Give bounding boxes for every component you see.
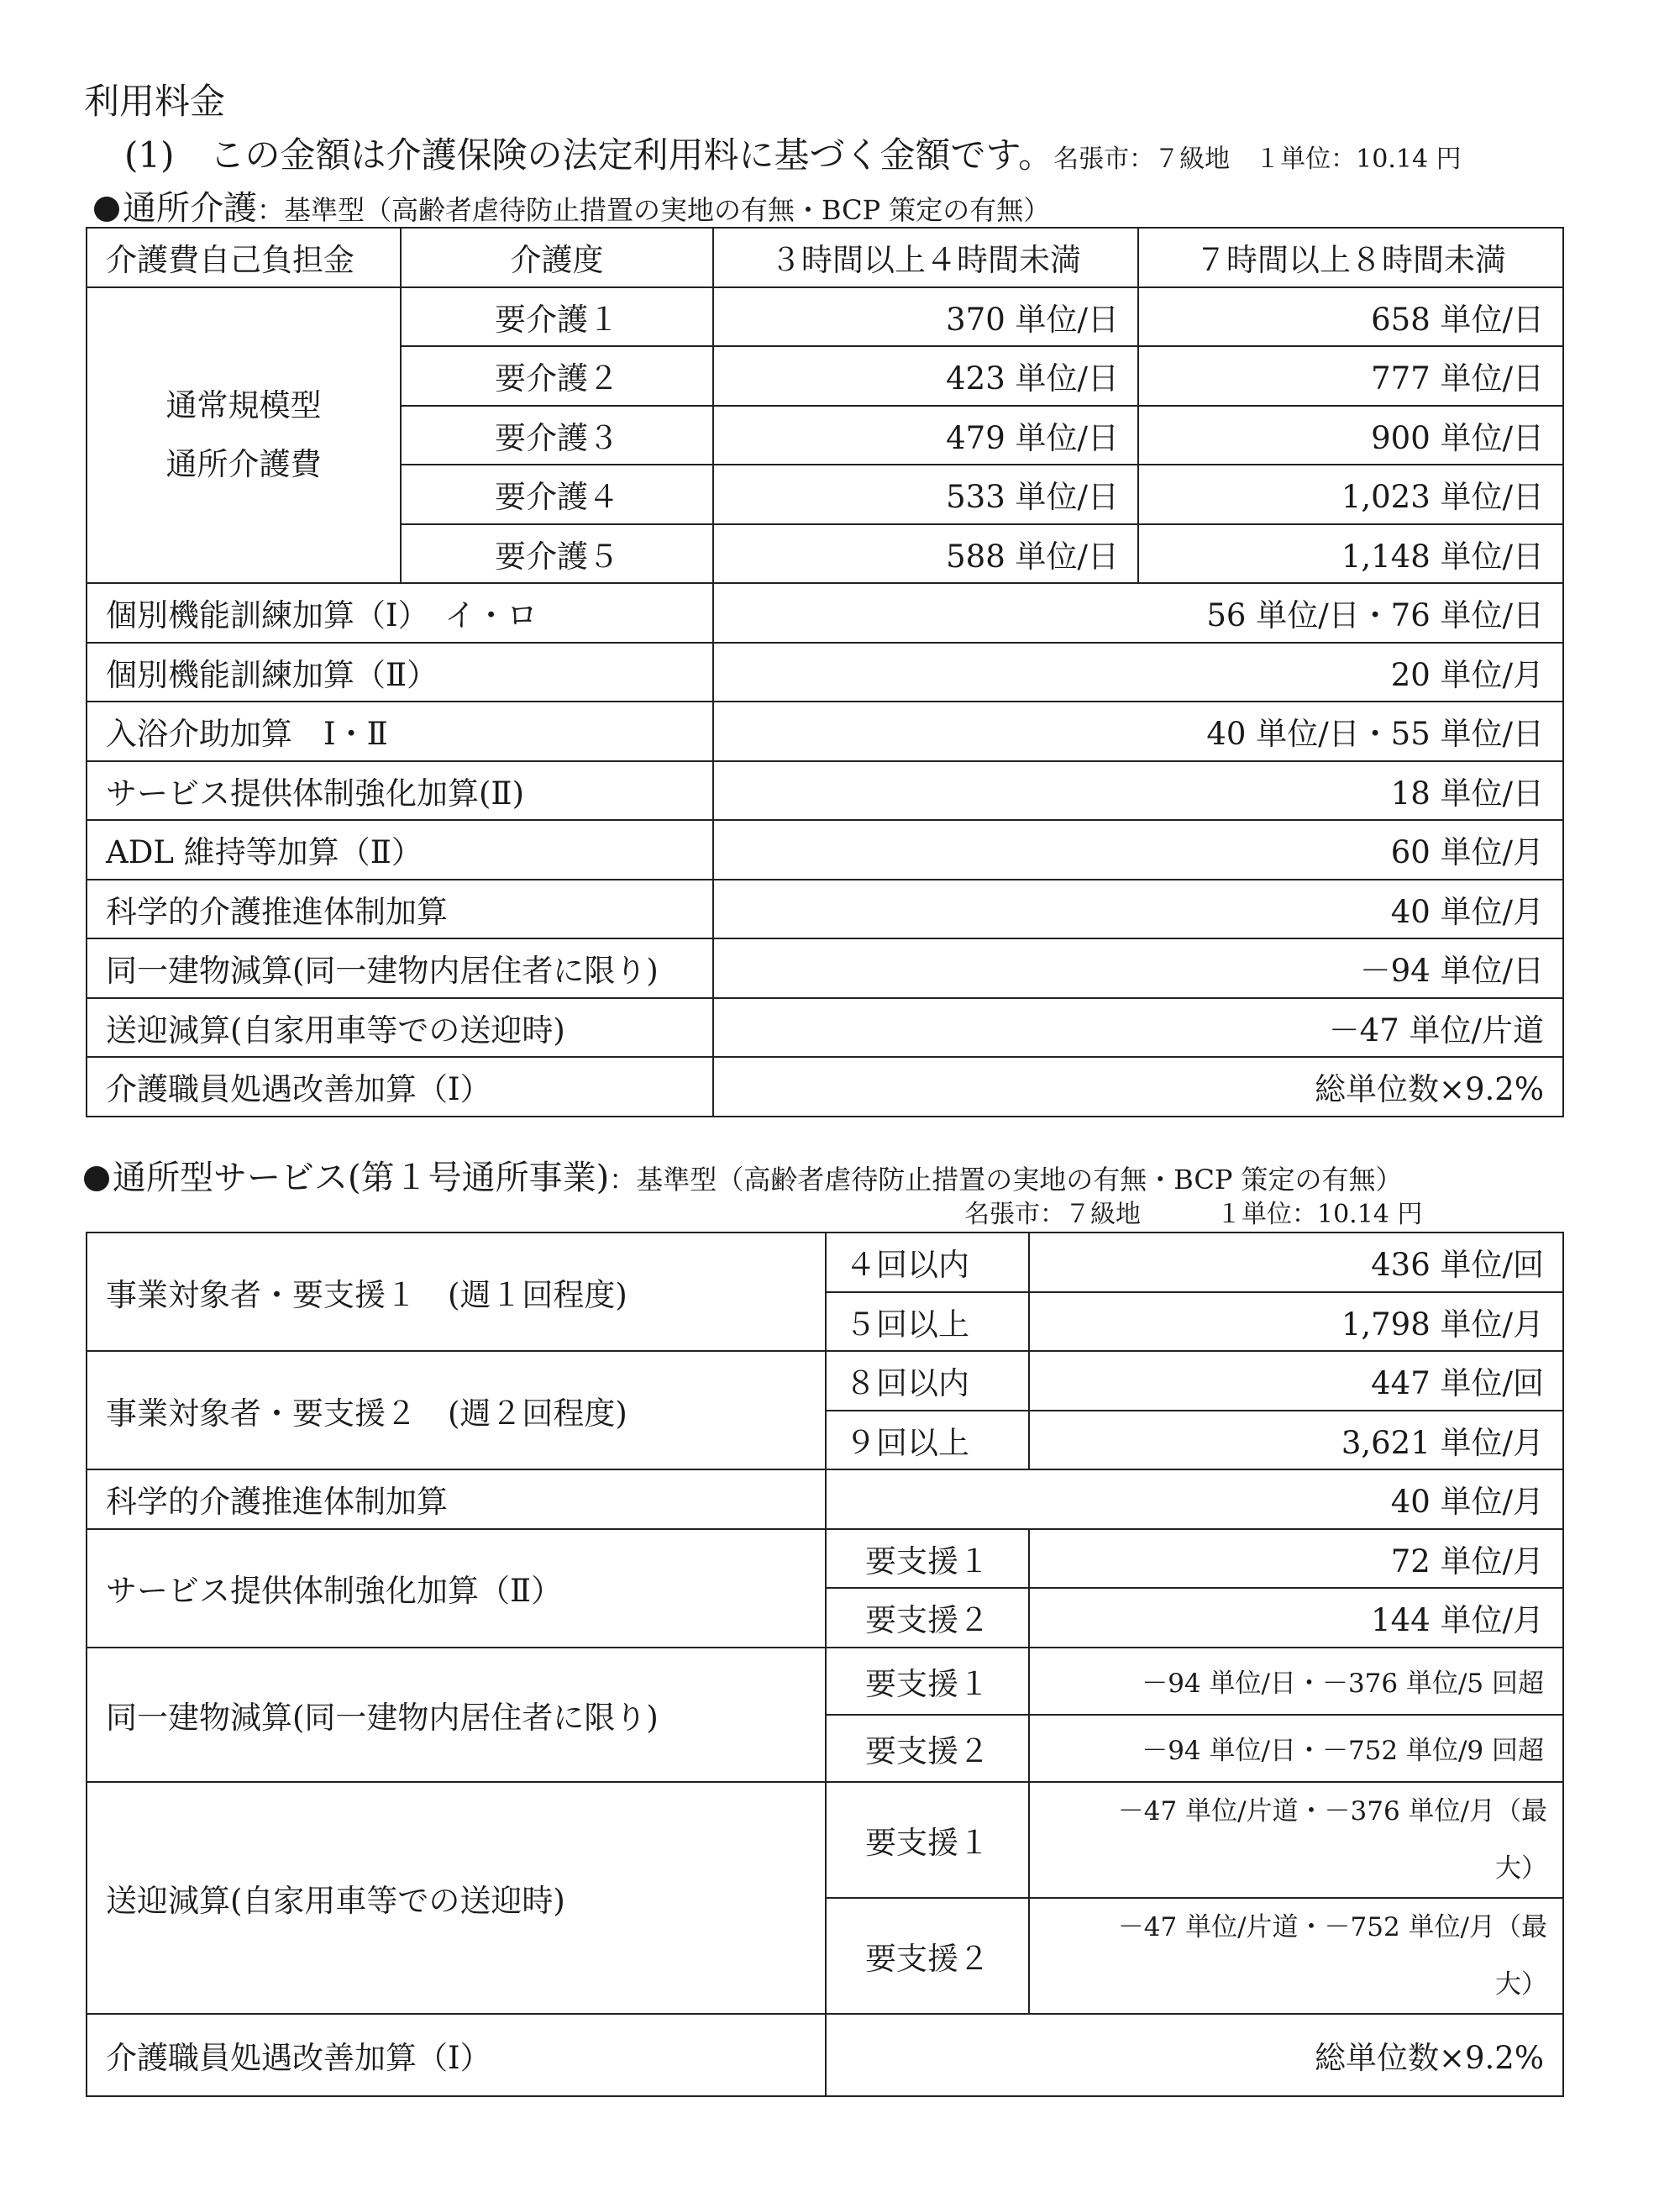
value-cell: 423 単位/日 <box>713 346 1138 406</box>
table-row <box>87 1648 1563 1715</box>
section1-heading <box>94 181 1050 229</box>
table-row <box>87 1469 1563 1529</box>
level-cell: 要介護３ <box>401 406 713 465</box>
value-cell: 533 単位/日 <box>713 465 1138 524</box>
addition-value-cell: 40 単位/日・55 単位/日 <box>713 702 1563 761</box>
table-row <box>87 1782 1563 1898</box>
value-line: －47 単位/片道・－376 単位/月（最 <box>1117 1795 1547 1826</box>
addition-value-cell: 40 単位/月 <box>713 880 1563 939</box>
addition-value-cell: 総単位数×9.2% <box>713 1057 1563 1117</box>
condition-cell: ４回以内 <box>826 1233 1029 1292</box>
row-label-cell: 事業対象者・要支援２ (週２回程度) <box>87 1351 826 1469</box>
table-row <box>87 1351 1563 1411</box>
header-cell: 介護度 <box>401 228 713 287</box>
value-cell: 658 単位/日 <box>1138 287 1563 347</box>
condition-cell: 要支援１ <box>826 1782 1029 1898</box>
addition-value-cell: 56 単位/日・76 単位/日 <box>713 583 1563 643</box>
row-label-cell: 介護職員処遇改善加算（Ⅰ） <box>87 2014 826 2096</box>
addition-name-cell: 個別機能訓練加算（Ⅱ） <box>87 643 713 702</box>
level-cell: 要介護４ <box>401 465 713 524</box>
condition-cell: 要支援２ <box>826 1588 1029 1648</box>
table-row <box>87 1057 1563 1117</box>
value-cell: 72 単位/月 <box>1029 1529 1563 1589</box>
table-row <box>87 880 1563 939</box>
addition-name-cell: 科学的介護推進体制加算 <box>87 880 713 939</box>
row-label-cell: 同一建物減算(同一建物内居住者に限り) <box>87 1648 826 1782</box>
bullet-icon <box>84 1166 109 1191</box>
level-cell: 要介護５ <box>401 524 713 584</box>
condition-cell: 要支援２ <box>826 1898 1029 2014</box>
table-header-row <box>87 228 1563 287</box>
group-label-cell <box>87 287 401 584</box>
value-cell: 1,148 単位/日 <box>1138 524 1563 584</box>
section2-heading <box>84 1151 1403 1199</box>
addition-name-cell: 同一建物減算(同一建物内居住者に限り) <box>87 938 713 998</box>
addition-name-cell: 個別機能訓練加算（Ⅰ） イ・ロ <box>87 583 713 643</box>
header-cell: 介護費自己負担金 <box>87 228 401 287</box>
value-cell: 1,798 単位/月 <box>1029 1292 1563 1352</box>
addition-value-cell: －94 単位/日 <box>713 938 1563 998</box>
table-row <box>87 702 1563 761</box>
row-label-cell: 送迎減算(自家用車等での送迎時) <box>87 1782 826 2014</box>
header-cell: ７時間以上８時間未満 <box>1138 228 1563 287</box>
page-title: 利用料金 <box>84 81 226 122</box>
section2-title: 通所型サービス(第１号通所事業) <box>113 1159 610 1197</box>
value-line: 大） <box>1495 1853 1547 1884</box>
addition-name-cell: サービス提供体制強化加算(Ⅱ) <box>87 761 713 821</box>
preventive-service-fee-table <box>86 1232 1564 2097</box>
value-cell: －94 単位/日・－376 単位/5 回超 <box>1029 1648 1563 1715</box>
value-cell <box>1029 1898 1563 2014</box>
addition-value-cell: 18 単位/日 <box>713 761 1563 821</box>
table-row <box>87 2014 1563 2096</box>
value-cell: 900 単位/日 <box>1138 406 1563 465</box>
table-row <box>87 938 1563 998</box>
table-row <box>87 583 1563 643</box>
condition-cell: ８回以内 <box>826 1351 1029 1411</box>
level-cell: 要介護１ <box>401 287 713 347</box>
condition-cell: 要支援１ <box>826 1648 1029 1715</box>
header-cell: ３時間以上４時間未満 <box>713 228 1138 287</box>
addition-value-cell: 20 単位/月 <box>713 643 1563 702</box>
addition-name-cell: 送迎減算(自家用車等での送迎時) <box>87 998 713 1058</box>
value-cell: 588 単位/日 <box>713 524 1138 584</box>
group-label-line: 通常規模型 <box>165 386 322 423</box>
condition-cell: ５回以上 <box>826 1292 1029 1352</box>
intro-number: (1) <box>124 134 175 176</box>
group-label-line: 通所介護費 <box>165 445 322 482</box>
intro-line <box>124 128 1462 178</box>
addition-name-cell: 入浴介助加算 Ⅰ・Ⅱ <box>87 702 713 761</box>
value-cell: 436 単位/回 <box>1029 1233 1563 1292</box>
condition-cell: ９回以上 <box>826 1411 1029 1470</box>
value-line: 大） <box>1495 1968 1547 2000</box>
table-row <box>87 1233 1563 1292</box>
addition-value-cell: －47 単位/片道 <box>713 998 1563 1058</box>
value-cell: 447 単位/回 <box>1029 1351 1563 1411</box>
addition-value-cell: 60 単位/月 <box>713 820 1563 880</box>
value-cell: 777 単位/日 <box>1138 346 1563 406</box>
condition-cell: 要支援２ <box>826 1715 1029 1782</box>
table-row <box>87 287 1563 347</box>
value-cell: 40 単位/月 <box>826 1469 1563 1529</box>
level-cell: 要介護２ <box>401 346 713 406</box>
table-row <box>87 761 1563 821</box>
section1-title: 通所介護 <box>123 189 257 228</box>
value-cell: 総単位数×9.2% <box>826 2014 1563 2096</box>
table-row <box>87 1529 1563 1589</box>
value-cell <box>1029 1782 1563 1898</box>
row-label-cell: サービス提供体制強化加算（Ⅱ） <box>87 1529 826 1648</box>
section2-note: 名張市：７級地 １単位：10.14 円 <box>964 1200 1423 1229</box>
row-label-cell: 科学的介護推進体制加算 <box>87 1469 826 1529</box>
value-cell: －94 単位/日・－752 単位/9 回超 <box>1029 1715 1563 1782</box>
value-cell: 1,023 単位/日 <box>1138 465 1563 524</box>
section2-subtitle: ：基準型（高齢者虐待防止措置の実地の有無・BCP 策定の有無） <box>609 1164 1403 1196</box>
row-label-cell: 事業対象者・要支援１ (週１回程度) <box>87 1233 826 1351</box>
condition-cell: 要支援１ <box>826 1529 1029 1589</box>
value-cell: 144 単位/月 <box>1029 1588 1563 1648</box>
bullet-icon <box>94 197 119 222</box>
value-cell: 370 単位/日 <box>713 287 1138 347</box>
value-cell: 3,621 単位/月 <box>1029 1411 1563 1470</box>
day-care-fee-table <box>86 227 1564 1117</box>
addition-name-cell: 介護職員処遇改善加算（Ⅰ） <box>87 1057 713 1117</box>
addition-name-cell: ADL 維持等加算（Ⅱ） <box>87 820 713 880</box>
value-line: －47 単位/片道・－752 単位/月（最 <box>1117 1911 1547 1942</box>
intro-note: 名張市：７級地 １単位：10.14 円 <box>1053 145 1462 174</box>
table-row <box>87 643 1563 702</box>
table-row <box>87 820 1563 880</box>
section1-subtitle: ：基準型（高齢者虐待防止措置の実地の有無・BCP 策定の有無） <box>257 194 1051 226</box>
value-cell: 479 単位/日 <box>713 406 1138 465</box>
intro-text: この金額は介護保険の法定利用料に基づく金額です。 <box>209 134 1054 176</box>
table-row <box>87 998 1563 1058</box>
